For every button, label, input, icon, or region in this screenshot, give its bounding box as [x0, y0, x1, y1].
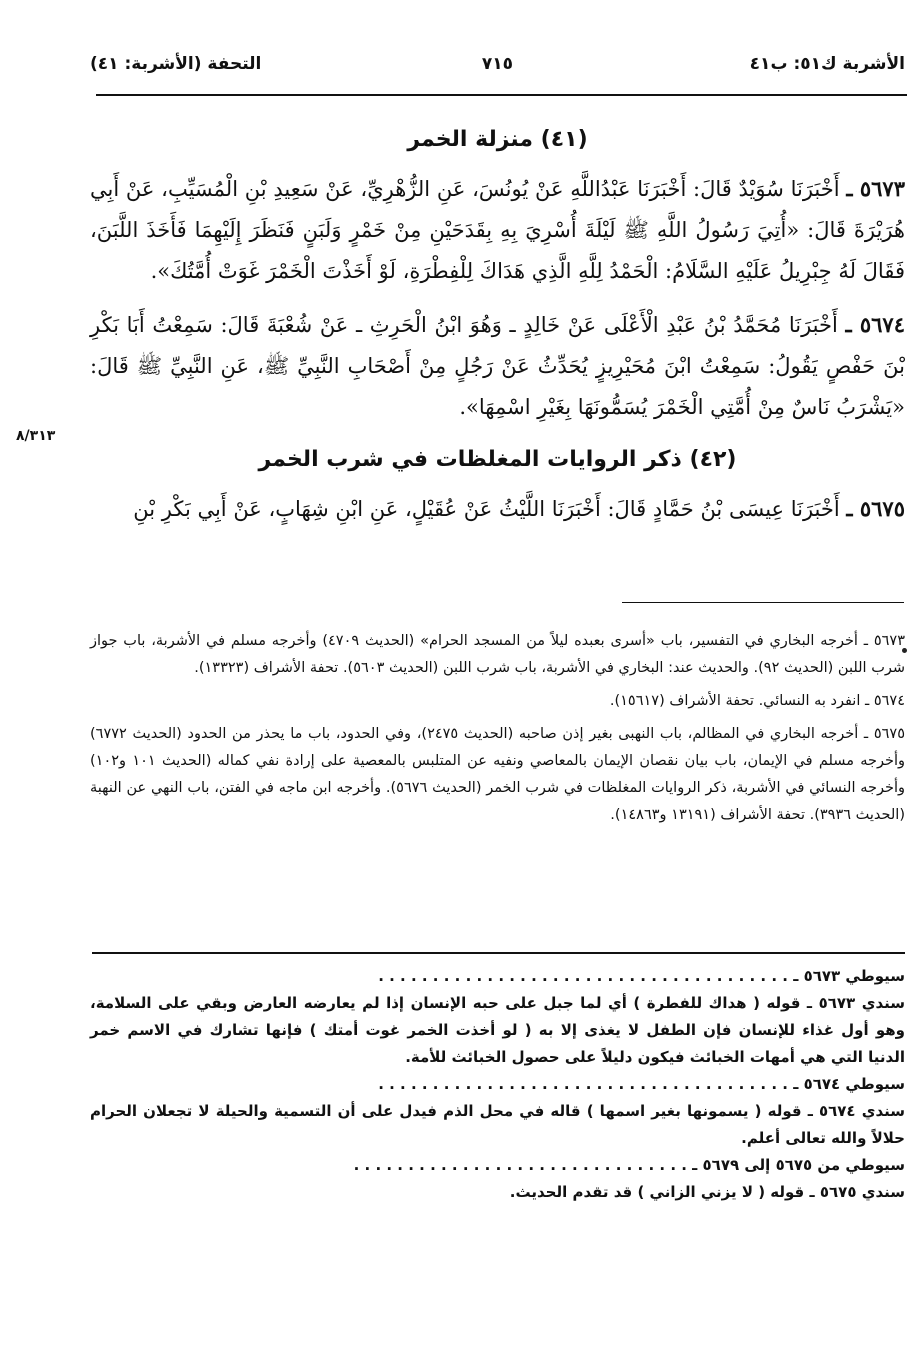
hadith-5675 [90, 488, 905, 530]
hadith-text: أَخْبَرَنَا عِيسَى بْنُ حَمَّادٍ قَالَ: أَخْبَرَنَا اللَّيْثُ عَنْ عُقَيْلٍ، عَنِ ابْنِ شِهَابٍ، عَنْ أَبِي بَكْرِ بْنِ [133, 497, 840, 521]
hadith-number: ٥٦٧٣ ـ [846, 176, 905, 201]
commentary-text: قوله ( هداك للفطرة ) أي لما جبل على حبه الإنسان إذا لم يعارضه العارض وبقي على السلامة، وهو أول غذاء للإنسان فإن الطفل لا يغذى إلا به ( لو أخذت الخمر غوت أمتك ) فإنها تشارك في الاسم خمر الدنيا التي هي أمهات الخبائث فيكون دليلاً على حصول الخبائث للأمة. [90, 994, 905, 1066]
commentary-sindi-5674 [90, 1098, 905, 1152]
page-header [90, 52, 905, 86]
header-tuhfa-ref: التحفة (الأشربة: ٤١) [90, 54, 262, 74]
footnote-5673: ٥٦٧٣ ـ أخرجه البخاري في التفسير، باب «أسرى بعبده ليلاً من المسجد الحرام» (الحديث ٤٧٠٩) وأخرجه مسلم في الأشربة، باب جواز شرب اللبن (الحديث ٩٢). والحديث عند: البخاري في الأشربة، باب شرب اللبن (الحديث ٥٦٠٣). تحفة الأشراف (١٣٣٢٣). [90, 633, 905, 676]
footnote-5675: ٥٦٧٥ ـ أخرجه البخاري في المظالم، باب النهبى بغير إذن صاحبه (الحديث ٢٤٧٥)، وفي الحدود، باب ما يحذر من الحدود (الحديث ٦٧٧٢) وأخرجه مسلم في الإيمان، باب بيان نقصان الإيمان بالمعاصي ونفيه عن المتلبس بالمعصية على إرادة نفي كماله (الحديث ١٠١ و١٠٢) وأخرجه النسائي في الأشربة، ذكر الروايات المغلظات في شرب الخمر (الحديث ٥٦٧٦). وأخرجه ابن ماجه في الفتن، باب النهي عن النهبة (الحديث ٣٩٣٦). تحفة الأشراف (١٣١٩١ و١٤٨٦٣). [90, 726, 906, 823]
footnote-divider [622, 602, 904, 603]
commentary-label: سيوطي ٥٦٧٤ ـ [793, 1075, 905, 1093]
commentary-divider [92, 952, 905, 954]
hadith-5674 [90, 304, 905, 428]
hadith-number: ٥٦٧٥ ـ [846, 496, 905, 521]
commentary [90, 963, 905, 1206]
hadith-text: أَخْبَرَنَا مُحَمَّدُ بْنُ عَبْدِ الْأَعْلَى عَنْ خَالِدٍ ـ وَهُوَ ابْنُ الْحَرِثِ ـ عَنْ شُعْبَةَ قَالَ: سَمِعْتُ أَبَا بَكْرِ بْنَ حَفْصٍ يَقُولُ: سَمِعْتُ ابْنَ مُحَيْرِيزٍ يُحَدِّثُ عَنْ رَجُلٍ مِنْ أَصْحَابِ النَّبِيِّ ﷺ، عَنِ النَّبِيِّ ﷺ قَالَ: «يَشْرَبُ نَاسٌ مِنْ أُمَّتِي الْخَمْرَ يُسَمُّونَهَا بِغَيْرِ اسْمِهَا». [90, 313, 905, 419]
dotted-leader: . . . . . . . . . . . . . . . . . . . . . . . . . . . . . . . [353, 1156, 687, 1174]
header-chapter-ref: الأشربة ك٥١: ب٤١ [749, 54, 905, 74]
header-divider [96, 94, 907, 96]
hadith-5673 [90, 168, 905, 292]
commentary-text: قوله ( لا يزني الزاني ) قد تقدم الحديث. [509, 1183, 805, 1201]
page-number: ٧١٥ [481, 54, 514, 74]
margin-volume-page-ref: ٨/٣١٣ [16, 428, 56, 444]
hadith-text: أَخْبَرَنَا سُوَيْدٌ قَالَ: أَخْبَرَنَا عَبْدُاللَّهِ عَنْ يُونُسَ، عَنِ الزُّهْرِيِّ، عَنْ سَعِيدِ بْنِ الْمُسَيِّبِ، عَنْ أَبِي هُرَيْرَةَ قَالَ: «أُتِيَ رَسُولُ اللَّهِ ﷺ لَيْلَةَ أُسْرِيَ بِهِ بِقَدَحَيْنِ مِنْ خَمْرٍ وَلَبَنٍ فَنَظَرَ إِلَيْهِمَا فَأَخَذَ اللَّبَنَ، فَقَالَ لَهُ جِبْرِيلُ عَلَيْهِ السَّلَامُ: الْحَمْدُ لِلَّهِ الَّذِي هَدَاكَ لِلْفِطْرَةِ، لَوْ أَخَذْتَ الْخَمْرَ غَوَتْ أُمَّتُكَ». [90, 177, 905, 283]
commentary-label: سندي ٥٦٧٥ ـ [809, 1183, 905, 1201]
dotted-leader: . . . . . . . . . . . . . . . . . . . . . . . . . . . . . . . . . . . . . . [378, 1075, 788, 1093]
section-heading-41: (٤١) منزلة الخمر [407, 127, 588, 152]
hadith-number: ٥٦٧٤ ـ [845, 312, 905, 337]
commentary-suyuti-5675-5679 [90, 1152, 905, 1179]
commentary-label: سندي ٥٦٧٤ ـ [807, 1102, 905, 1120]
main-text [90, 120, 905, 542]
commentary-text: قوله ( يسمونها بغير اسمها ) قاله في محل الذم فيدل على أن التسمية والحيلة لا تجعلان الحرام حلالاً والله تعالى أعلم. [90, 1102, 905, 1147]
commentary-label: سيوطي ٥٦٧٣ ـ [793, 967, 905, 985]
commentary-sindi-5673 [90, 990, 905, 1071]
commentary-suyuti-5673 [90, 963, 905, 990]
commentary-sindi-5675 [90, 1179, 905, 1206]
section-heading-42: (٤٢) ذكر الروايات المغلظات في شرب الخمر [258, 447, 737, 472]
dotted-leader: . . . . . . . . . . . . . . . . . . . . . . . . . . . . . . . . . . . . . . [378, 967, 788, 985]
commentary-label: سيوطي من ٥٦٧٥ إلى ٥٦٧٩ ـ [692, 1156, 905, 1174]
commentary-suyuti-5674 [90, 1071, 905, 1098]
footnotes [90, 628, 905, 835]
commentary-label: سندي ٥٦٧٣ ـ [806, 994, 905, 1012]
footnote-5674: ٥٦٧٤ ـ انفرد به النسائي. تحفة الأشراف (١٥٦١٧). [609, 693, 905, 709]
